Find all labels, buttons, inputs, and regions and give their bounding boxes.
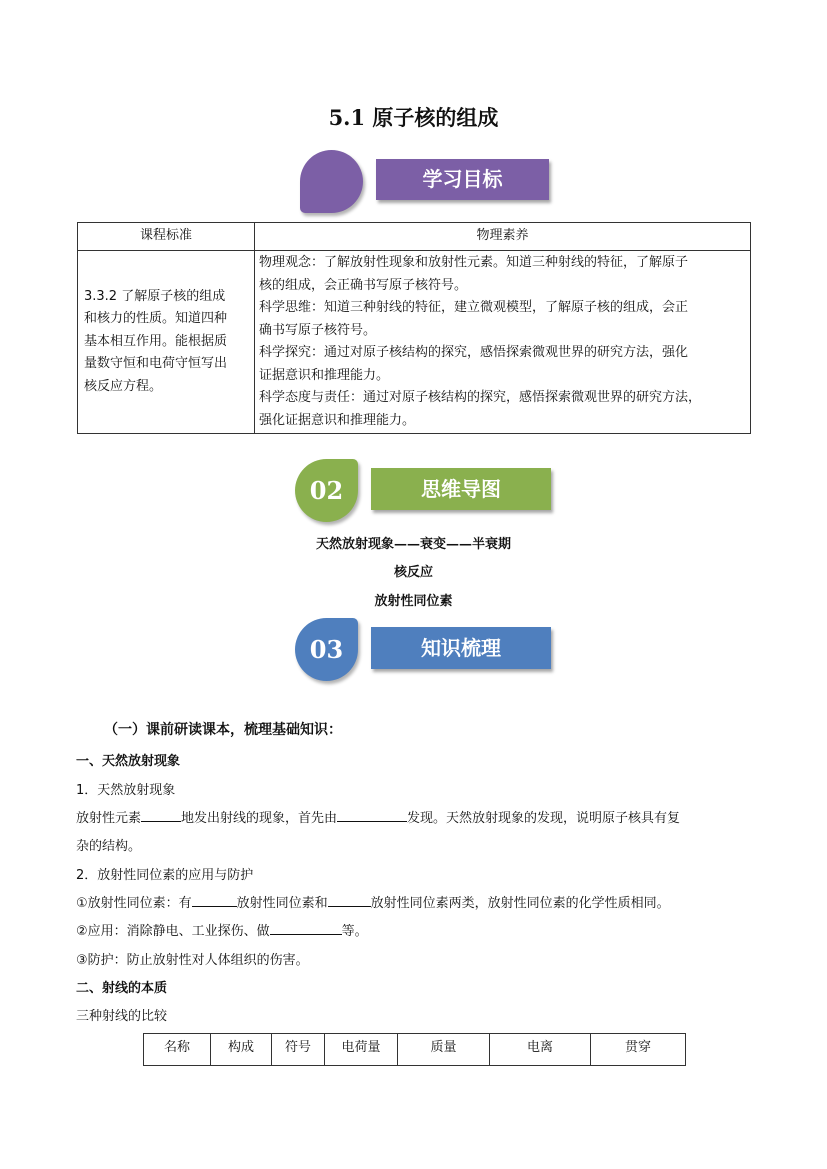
- fill-blank[interactable]: [141, 809, 181, 822]
- list-item: ③防护：防止放射性对人体组织的伤害。: [76, 953, 309, 968]
- rays-header-cell: 电荷量: [325, 1034, 398, 1066]
- header-literacy: 物理素养: [255, 223, 751, 251]
- literacy-line: 科学探究：通过对原子核结构的探究，感悟探索微观世界的研究方法，强化: [259, 345, 689, 360]
- mindmap-line: 放射性同位素: [374, 594, 453, 609]
- part-heading: （一）课前研读课本，梳理基础知识：: [104, 722, 342, 738]
- literacy-cell: [255, 251, 751, 434]
- rays-table: [143, 1033, 686, 1066]
- mindmap-line: 核反应: [393, 565, 433, 580]
- section-number-circle: [300, 150, 363, 213]
- mindmap-line: 天然放射现象——衰变——半衰期: [315, 537, 511, 552]
- paragraph-line: 杂的结构。: [76, 839, 142, 854]
- text: 发现。天然放射现象的发现，说明原子核具有复: [407, 811, 681, 826]
- literacy-line: 物理观念：了解放射性现象和放射性元素。知道三种射线的特征，了解原子: [259, 255, 689, 270]
- subheading: 1．天然放射现象: [76, 783, 176, 798]
- text: 放射性同位素和: [236, 896, 328, 911]
- section-label: 学习目标: [376, 159, 549, 200]
- text: 等。: [341, 924, 368, 939]
- subheading: 2．放射性同位素的应用与防护: [76, 868, 254, 883]
- rays-header-cell: 贯穿: [591, 1034, 686, 1066]
- page-title: 5.1 原子核的组成: [328, 105, 499, 130]
- section-label: 知识梳理: [371, 627, 551, 669]
- goals-table: [77, 222, 751, 434]
- section-number-circle: 02: [295, 459, 358, 522]
- standard-cell: [78, 251, 255, 434]
- paragraph-line: 三种射线的比较: [76, 1009, 168, 1024]
- list-item: [76, 920, 368, 939]
- text: ①放射性同位素：有: [76, 896, 192, 911]
- rays-header-cell: 符号: [272, 1034, 325, 1066]
- section-heading: 一、天然放射现象: [76, 754, 181, 769]
- fill-blank[interactable]: [328, 894, 371, 907]
- list-item: [76, 892, 670, 911]
- literacy-line: 确书写原子核符号。: [259, 322, 377, 338]
- text: 放射性同位素两类，放射性同位素的化学性质相同。: [370, 896, 670, 911]
- text: 地发出射线的现象，首先由: [181, 811, 338, 826]
- text: ②应用：消除静电、工业探伤、做: [76, 924, 270, 939]
- literacy-line: 科学思维：知道三种射线的特征，建立微观模型，了解原子核的组成，会正: [259, 300, 689, 315]
- standard-line: 和核力的性质。知道四种: [84, 311, 228, 327]
- section-label: 思维导图: [371, 468, 551, 510]
- standard-line: 量数守恒和电荷守恒写出: [84, 356, 228, 372]
- section-heading: 二、射线的本质: [76, 981, 168, 996]
- standard-line: 基本相互作用。能根据质: [84, 333, 228, 349]
- literacy-line: 证据意识和推理能力。: [259, 367, 390, 383]
- rays-header-cell: 构成: [211, 1034, 272, 1066]
- standard-line: 核反应方程。: [84, 378, 163, 394]
- rays-header-cell: 名称: [144, 1034, 211, 1066]
- literacy-line: 核的组成，会正确书写原子核符号。: [259, 277, 468, 293]
- literacy-line: 科学态度与责任：通过对原子核结构的探究，感悟探索微观世界的研究方法，: [259, 390, 702, 405]
- literacy-line: 强化证据意识和推理能力。: [259, 412, 416, 428]
- fill-blank[interactable]: [337, 809, 407, 822]
- paragraph-line: [76, 807, 680, 826]
- fill-blank[interactable]: [192, 894, 237, 907]
- rays-header-cell: 电离: [490, 1034, 591, 1066]
- section-number-circle: 03: [295, 618, 358, 681]
- header-standard: 课程标准: [78, 223, 255, 251]
- rays-header-cell: 质量: [398, 1034, 490, 1066]
- text: 放射性元素: [76, 811, 142, 826]
- fill-blank[interactable]: [270, 922, 342, 935]
- standard-line: 3.3.2 了解原子核的组成: [84, 288, 226, 304]
